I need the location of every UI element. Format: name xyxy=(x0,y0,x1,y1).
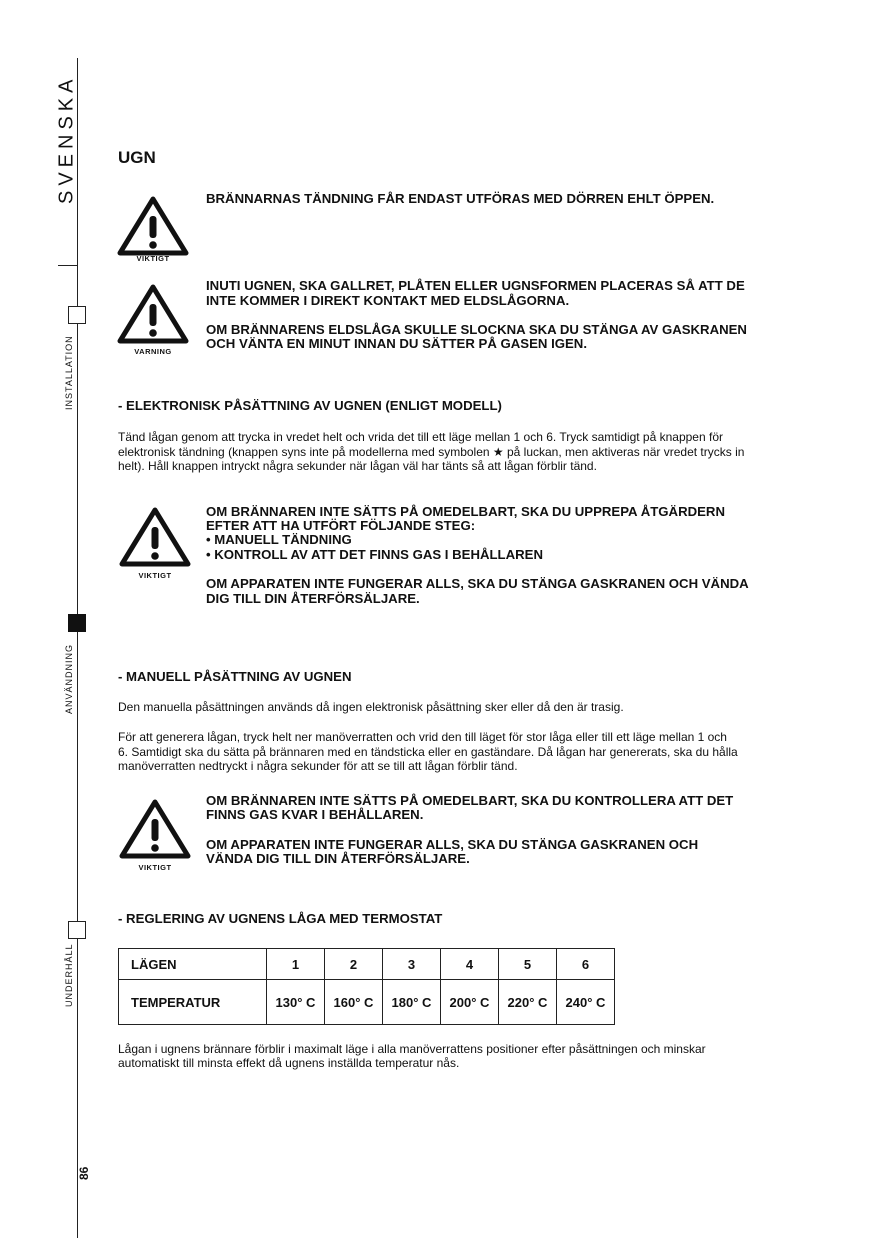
warning-triangle-icon xyxy=(119,507,191,567)
warning-triangle-icon xyxy=(119,799,191,859)
warning3-line5: OM APPARATEN INTE FUNGERAR ALLS, SKA DU STÄNGA GASKRANEN OCH VÄNDA xyxy=(206,576,749,591)
section1-line1: Tänd lågan genom att trycka in vredet helt och vrida det till ett läge mellan 1 och 6. Tryck samtidigt på knappen för xyxy=(118,430,723,444)
sidebar-section-anvandning: ANVÄNDNING xyxy=(64,643,74,714)
table-header-lagen: LÄGEN xyxy=(119,949,267,980)
warning-triangle-3 xyxy=(119,507,191,580)
warning-triangle-icon xyxy=(117,196,189,256)
language-label: SVENSKA xyxy=(55,74,78,204)
warning-triangle-2 xyxy=(117,284,189,354)
warning-label: VIKTIGT xyxy=(138,863,172,872)
warning-label: VIKTIGT xyxy=(136,254,170,263)
table-cell: 160° C xyxy=(325,980,383,1025)
page-title: UGN xyxy=(118,148,156,167)
section-heading-electronic: - ELEKTRONISK PÅSÄTTNING AV UGNEN (ENLIGT MODELL) xyxy=(118,398,502,413)
table-row-positions xyxy=(119,949,615,980)
section2-line2: 6. Samtidigt ska du sätta på brännaren med en tändsticka eller en gaständare. Då lågan har genererats, ska du hålla xyxy=(118,745,738,759)
warning1-text: BRÄNNARNAS TÄNDNING FÅR ENDAST UTFÖRAS MED DÖRREN EHLT ÖPPEN. xyxy=(206,191,715,206)
warning3-line4: • KONTROLL AV ATT DET FINNS GAS I BEHÅLLAREN xyxy=(206,547,543,562)
table-header-temperatur: TEMPERATUR xyxy=(119,980,267,1025)
table-cell: 180° C xyxy=(383,980,441,1025)
table-cell: 240° C xyxy=(557,980,615,1025)
underhall-marker xyxy=(68,921,86,939)
warning4-line1: OM BRÄNNAREN INTE SÄTTS PÅ OMEDELBART, SKA DU KONTROLLERA ATT DET xyxy=(206,793,734,808)
installation-marker xyxy=(68,306,86,324)
warning2-line2: INTE KOMMER I DIREKT KONTAKT MED ELDSLÅGORNA. xyxy=(206,293,570,308)
table-cell: 5 xyxy=(499,949,557,980)
sidebar-tick xyxy=(58,265,78,266)
warning3-line6: DIG TILL DIN ÅTERFÖRSÄLJARE. xyxy=(206,591,420,606)
section3-line2: automatiskt till minsta effekt då ugnens inställda temperatur nås. xyxy=(118,1056,460,1070)
warning-label: VIKTIGT xyxy=(138,571,172,580)
section1-line3: helt). Håll knappen intryckt några sekunder när lågan väl har tänts så att lågan förblir tänd. xyxy=(118,459,597,473)
section-heading-manual: - MANUELL PÅSÄTTNING AV UGNEN xyxy=(118,669,352,684)
section2-line3: manöverratten nedtryckt i några sekunder för att se till att lågan förblir tänd. xyxy=(118,759,518,773)
table-cell: 6 xyxy=(557,949,615,980)
sidebar-section-installation: INSTALLATION xyxy=(64,335,74,410)
warning2-line1: INUTI UGNEN, SKA GALLRET, PLÅTEN ELLER UGNSFORMEN PLACERAS SÅ ATT DE xyxy=(206,278,745,293)
warning-triangle-1 xyxy=(117,196,189,266)
section2-para1: Den manuella påsättningen används då ingen elektronisk påsättning sker eller då den är trasig. xyxy=(118,700,624,714)
temperature-table xyxy=(118,948,615,1025)
warning-triangle-4 xyxy=(119,799,191,872)
warning2-line3: OM BRÄNNARENS ELDSLÅGA SKULLE SLOCKNA SKA DU STÄNGA AV GASKRANEN xyxy=(206,322,747,337)
warning4-line4: VÄNDA DIG TILL DIN ÅTERFÖRSÄLJARE. xyxy=(206,851,470,866)
table-cell: 220° C xyxy=(499,980,557,1025)
sidebar-rule xyxy=(77,58,78,1238)
warning3-line3: • MANUELL TÄNDNING xyxy=(206,532,352,547)
page-number: 86 xyxy=(77,1166,91,1180)
sidebar-section-underhall: UNDERHÅLL xyxy=(64,943,74,1007)
warning2-line4: OCH VÄNTA EN MINUT INNAN DU SÄTTER PÅ GASEN IGEN. xyxy=(206,336,587,351)
table-cell: 3 xyxy=(383,949,441,980)
table-cell: 2 xyxy=(325,949,383,980)
anvandning-marker xyxy=(68,614,86,632)
section1-line2: elektronisk tändning (knappen syns inte på modellerna med symbolen ★ på luckan, men aktiveras när vredet trycks in xyxy=(118,445,745,459)
warning-triangle-icon xyxy=(117,284,189,344)
table-cell: 4 xyxy=(441,949,499,980)
warning4-line2: FINNS GAS KVAR I BEHÅLLAREN. xyxy=(206,807,424,822)
table-cell: 1 xyxy=(267,949,325,980)
table-row-temperatures xyxy=(119,980,615,1025)
table-cell: 200° C xyxy=(441,980,499,1025)
warning-label: VARNING xyxy=(134,347,172,356)
warning4-line3: OM APPARATEN INTE FUNGERAR ALLS, SKA DU STÄNGA GASKRANEN OCH xyxy=(206,837,699,852)
section2-line1: För att generera lågan, tryck helt ner manöverratten och vrid den till läget för stor låga eller till ett läge mellan 1 och xyxy=(118,730,727,744)
warning3-line2: EFTER ATT HA UTFÖRT FÖLJANDE STEG: xyxy=(206,518,476,533)
section3-line1: Lågan i ugnens brännare förblir i maximalt läge i alla manöverrattens positioner efter påsättningen och minskar xyxy=(118,1042,706,1056)
table-cell: 130° C xyxy=(267,980,325,1025)
warning3-line1: OM BRÄNNAREN INTE SÄTTS PÅ OMEDELBART, SKA DU UPPREPA ÅTGÄRDERN xyxy=(206,504,725,519)
section-heading-thermostat: - REGLERING AV UGNENS LÅGA MED TERMOSTAT xyxy=(118,911,443,926)
